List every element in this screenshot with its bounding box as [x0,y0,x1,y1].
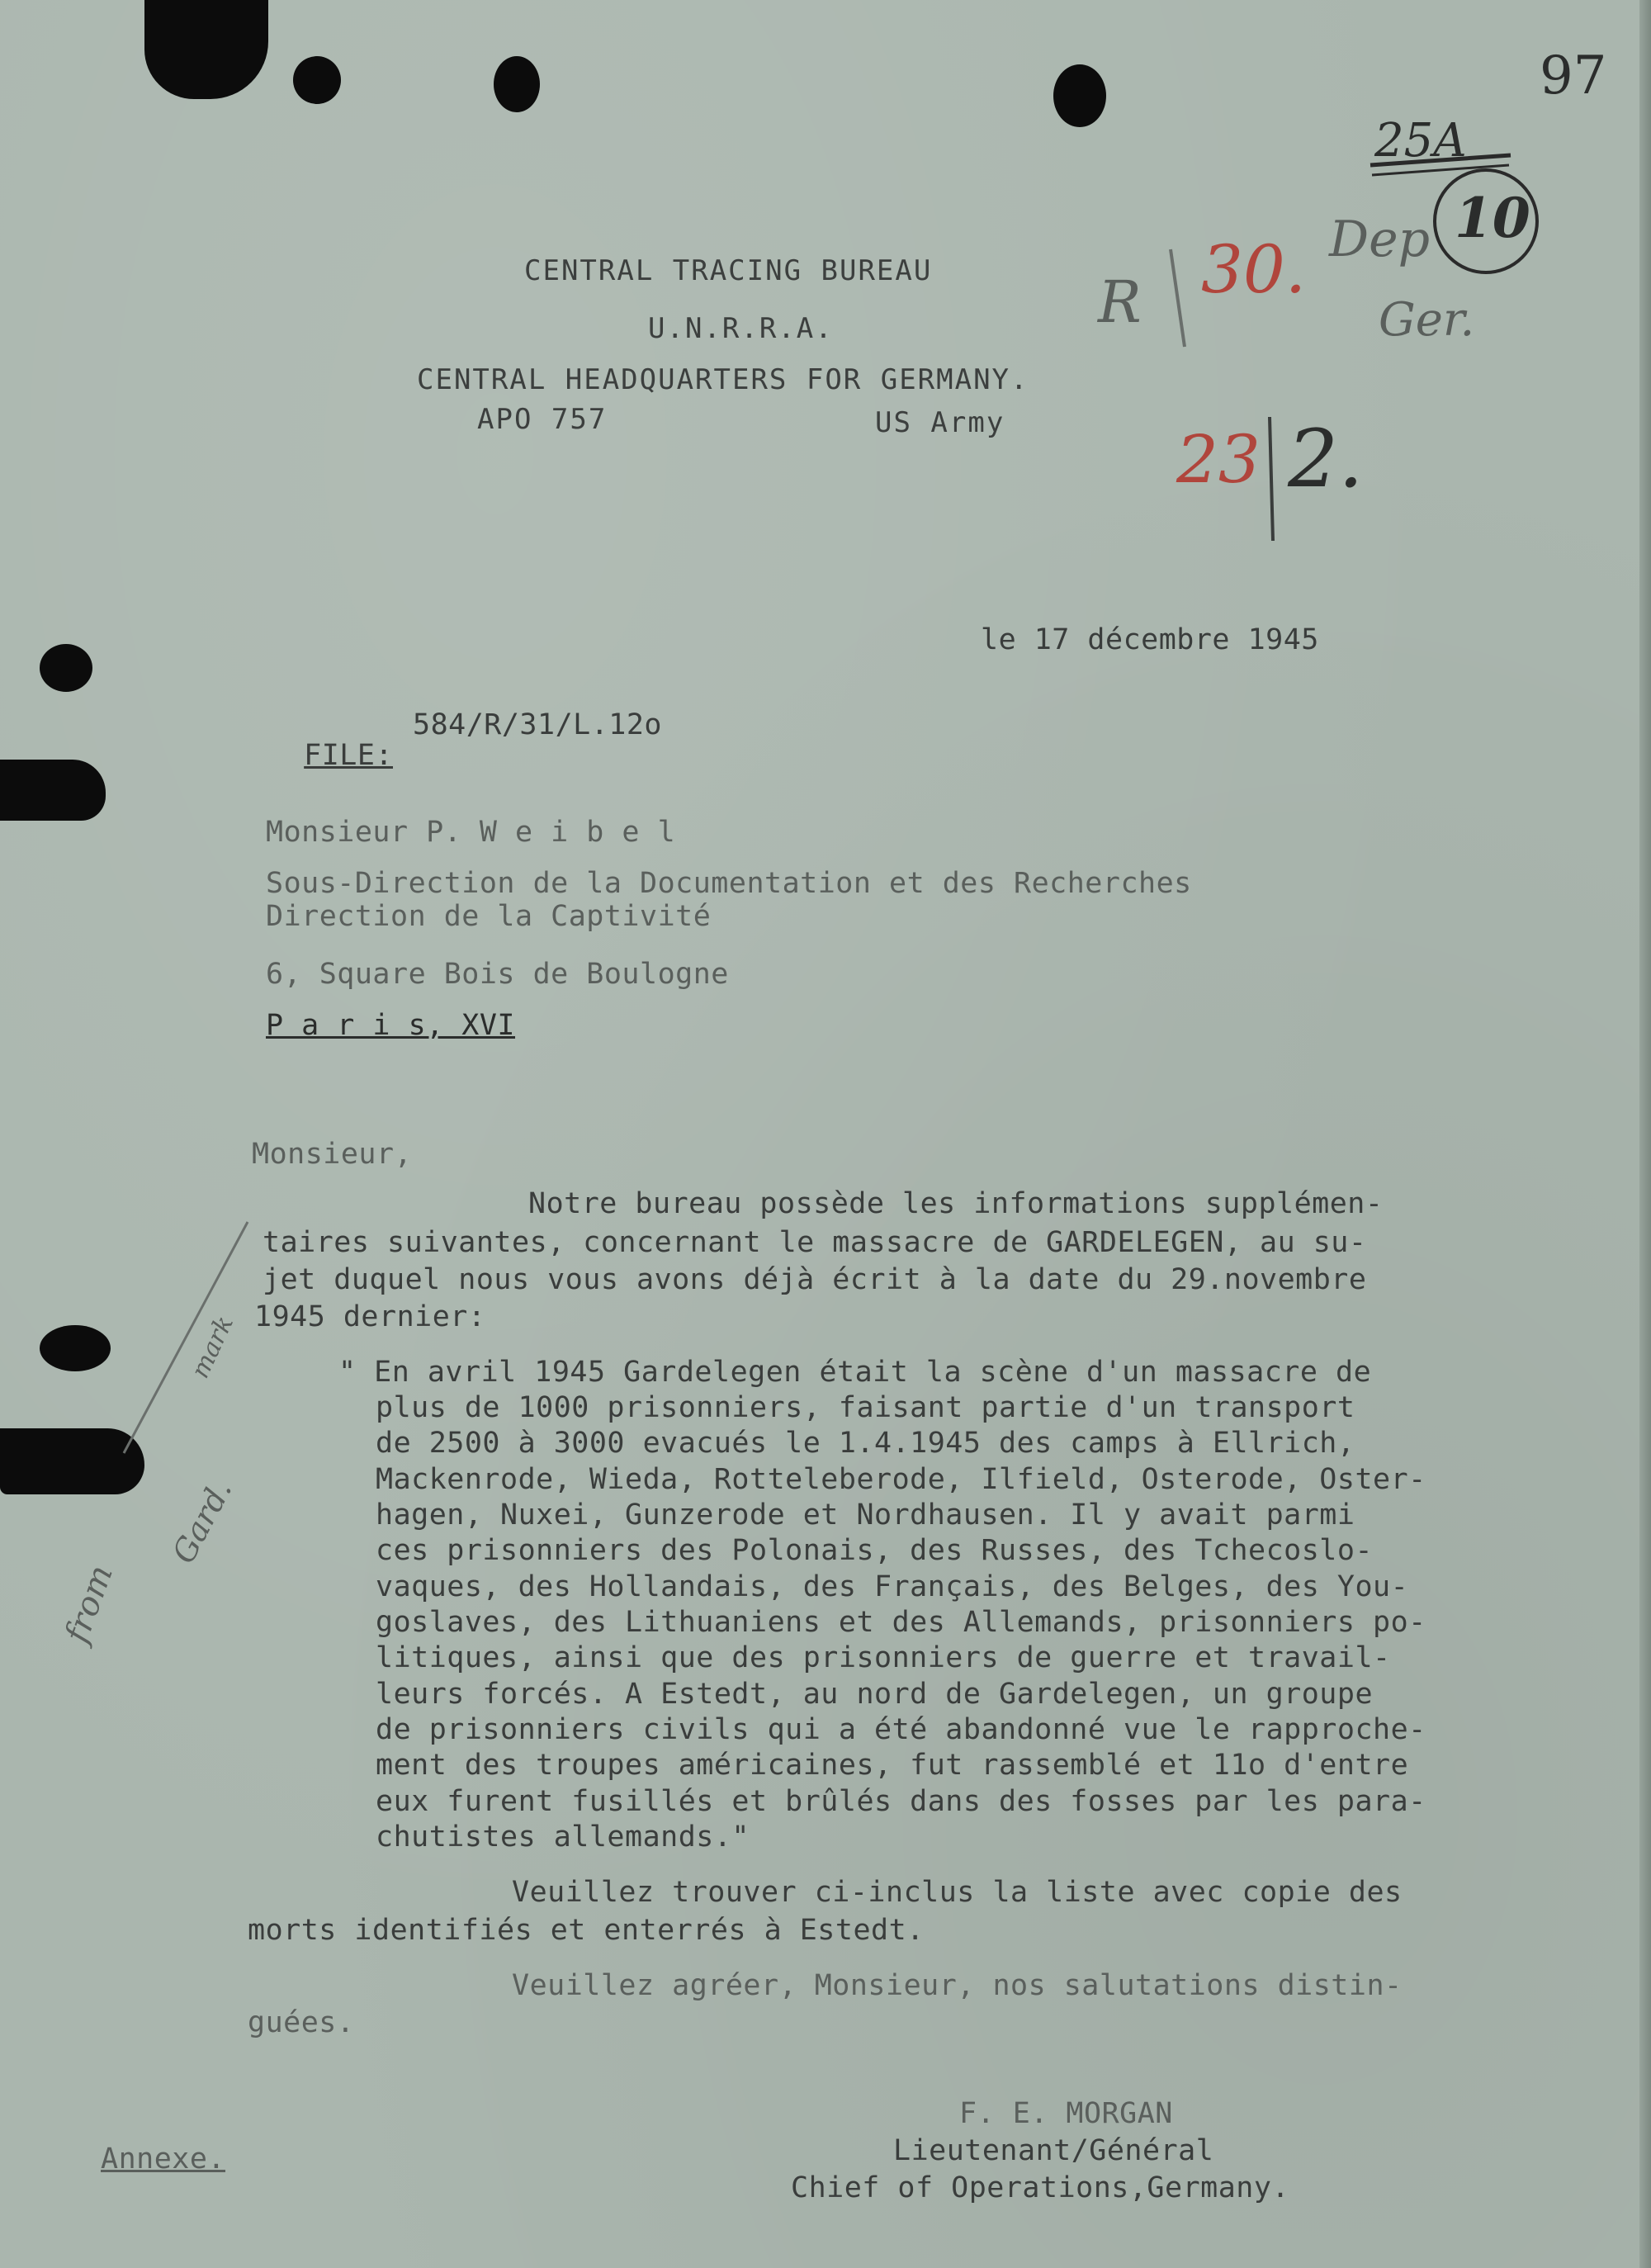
recipient-city: P a r i s, XVI [266,1009,516,1042]
recipient-dept-1: Sous-Direction de la Documentation et des Recherches [266,867,1192,900]
margin-note: mark [186,1311,240,1383]
salutation: Monsieur, [252,1138,413,1171]
quote-line: Mackenrode, Wieda, Rotteleberode, Ilfield, Osterode, Oster- [376,1463,1426,1496]
quote-line: de prisonniers civils qui a été abandonné vue le rapproche- [376,1713,1426,1746]
red-number-23: 23 [1176,421,1261,498]
pencil-number-2: 2. [1288,413,1364,505]
quote-line: de 2500 à 3000 evacués le 1.4.1945 des camps à Ellrich, [376,1427,1355,1460]
file-label [268,706,393,772]
margin-note: Gard. [165,1474,239,1570]
quote-line: vaques, des Hollandais, des Français, des Belges, des You- [376,1570,1409,1603]
signature-name: F. E. MORGAN [959,2097,1173,2130]
recipient-name: Monsieur P. W e i b e l [266,816,676,849]
body-line: guées. [248,2006,355,2039]
quote-line: chutistes allemands." [376,1821,750,1854]
body-line: Notre bureau possède les informations supplémen- [528,1187,1384,1220]
header-apo: APO 757 [477,403,608,436]
body-line: 1945 dernier: [254,1300,486,1333]
quote-line: hagen, Nuxei, Gunzerode et Nordhausen. Il y avait parmi [376,1499,1355,1532]
page-number: 97 [1540,45,1607,107]
quote-line: ment des troupes américaines, fut rassemblé et 11o d'entre [376,1749,1409,1782]
struck-number: 25A [1374,114,1467,168]
margin-note: from [58,1560,121,1648]
file-label-text: FILE: [304,739,394,772]
quote-line: plus de 1000 prisonniers, faisant partie d'un transport [376,1391,1355,1424]
quote-line: " En avril 1945 Gardelegen était la scène d'un massacre de [338,1356,1372,1389]
signature-rank: Lieutenant/Général [893,2134,1214,2167]
recipient-dept-2: Direction de la Captivité [266,900,712,933]
file-reference: 584/R/31/L.12o [413,708,663,741]
signature-title: Chief of Operations,Germany. [791,2171,1290,2204]
header-hq: CENTRAL HEADQUARTERS FOR GERMANY. [417,363,1029,396]
header-army: US Army [875,406,1005,439]
header-bureau: CENTRAL TRACING BUREAU [524,254,933,287]
body-line: jet duquel nous vous avons déjà écrit à la date du 29.novembre [263,1263,1367,1296]
pencil-ger: Ger. [1379,293,1475,347]
quote-line: ces prisonniers des Polonais, des Russes, des Tchecoslo- [376,1534,1374,1567]
quote-line: eux furent fusillés et brûlés dans des fosses par les para- [376,1785,1426,1818]
quote-line: leurs forcés. A Estedt, au nord de Gardelegen, un groupe [376,1678,1374,1711]
circled-number: 10 [1455,186,1530,250]
quote-line: litiques, ainsi que des prisonniers de guerre et travail- [376,1641,1391,1674]
red-ref-number: 30. [1201,231,1307,308]
pencil-dep: Dep [1329,211,1431,268]
recipient-address: 6, Square Bois de Boulogne [266,958,729,991]
letter-date: le 17 décembre 1945 [981,623,1319,656]
body-line: Veuillez trouver ci-inclus la liste avec copie des [512,1876,1403,1909]
body-line: morts identifiés et enterrés à Estedt. [248,1914,925,1947]
annexe-label: Annexe. [101,2143,226,2176]
header-unrra: U.N.R.R.A. [648,312,834,345]
quote-line: goslaves, des Lithuaniens et des Allemands, prisonniers po- [376,1606,1426,1639]
body-line: Veuillez agréer, Monsieur, nos salutations distin- [512,1969,1403,2002]
pencil-ref: R [1098,268,1142,336]
body-line: taires suivantes, concernant le massacre de GARDELEGEN, au su- [263,1226,1367,1259]
